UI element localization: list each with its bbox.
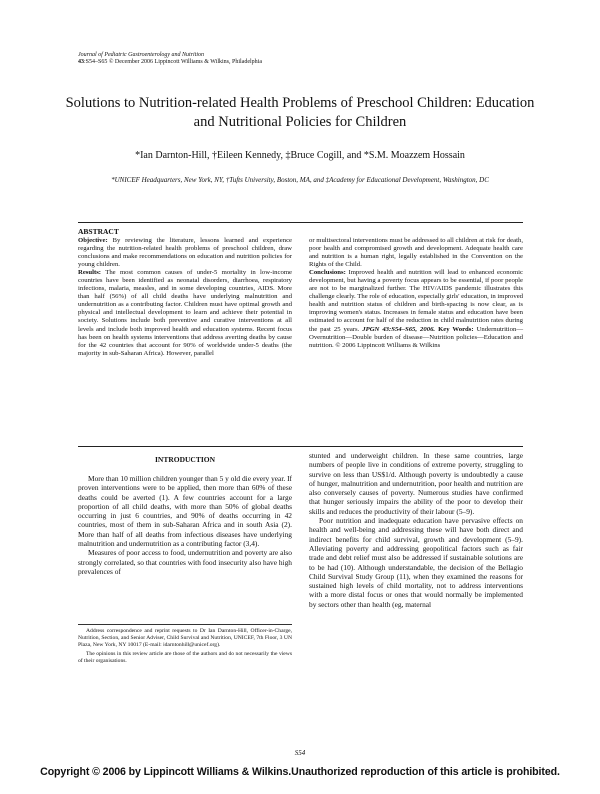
results-text: The most common causes of under-5 mortality in low-income countries have been identified as neonatal disorders, diarrhoea, respiratory infections, malaria, measles, and in some developing countries, AIDS. More than half (56%) of all child deaths have underlying malnutrition and undernutrition as a contributing factor. Children must have optimal growth and physical and intellectual development to learn and achieve their potential in society. Solutions include both preventive and curative interventions at all levels and include both improved health and education systems. Recent focus has been on health systems interventions that address averting deaths by cause for the 42 countries that account for 90% of worldwide under-5 deaths (the majority in sub-Saharan Africa). However, parallel	[78, 269, 292, 357]
footnote-correspondence: Address correspondence and reprint requests to Dr Ian Darnton-Hill, Officer-in-Charge, Nutrition, Section, and Senior Adviser, Child Survival and Nutrition, UNICEF, 7th Floor, 3 UN Plaza, New York, NY 10017 (E-mail: idarntonhill@unicef.org).	[78, 628, 292, 648]
abstract-right-column	[309, 237, 523, 350]
copyright-notice: Copyright © 2006 by Lippincott Williams & Wilkins.Unauthorized reproduction of this article is prohibited.	[40, 766, 560, 778]
objective-label: Objective:	[78, 237, 108, 244]
objective-text: By reviewing the literature, lessons learned and experience regarding the nutrition-related health problems of preschool children, draw conclusions and make recommendations on education and nutrition policies for young children.	[78, 237, 293, 269]
affiliations: *UNICEF Headquarters, New York, NY, †Tufts University, Boston, MA, and ‡Academy for Educational Development, Washington, DC	[111, 176, 489, 184]
author-list: *Ian Darnton-Hill, †Eileen Kennedy, ‡Bruce Cogill, and *S.M. Moazzem Hossain	[135, 150, 465, 161]
journal-name: Journal of Pediatric Gastroenterology and Nutrition	[78, 52, 205, 58]
volume-number: 43	[78, 59, 84, 66]
intro-paragraph-2: Measures of poor access to food, undernutrition and poverty are also strongly correlated, so that countries with food insecurity also have high prevalences of	[78, 548, 292, 576]
footnote-rule	[78, 624, 292, 625]
intro-paragraph-1: More than 10 million children younger than 5 y old die every year. If proven interventions were to be applied, then more than 60% of these deaths could be averted (1). A few countries account for a large proportion of all child deaths, with more than 50% of global deaths occurring in just 6 countries, and 90% of deaths occurring in 42 countries, most of them in sub-Saharan Africa and in south Asia (2). More than half of all deaths from infectious diseases have underlying malnutrition and undernutrition as a contributing factor (3,4).	[78, 474, 293, 549]
article-title: Solutions to Nutrition-related Health Problems of Preschool Children: Education and Nutritional Policies for Children	[65, 95, 535, 130]
abstract-results	[78, 269, 292, 358]
keywords-text: Undernutrition—Overnutrition—Double burden of disease—Nutrition policies—Education and nutrition. © 2006 Lippincott Williams & Wilkins	[309, 325, 524, 349]
footnotes	[78, 628, 292, 667]
pages-date: :S54–S65 © December 2006 Lippincott Williams & Wilkins, Philadelphia	[84, 59, 263, 66]
footnote-disclaimer: The opinions in this review article are those of the authors and do not necessarily the views of their organisations.	[78, 651, 292, 664]
journal-volume-line	[78, 59, 378, 66]
body-left-column	[78, 474, 292, 576]
abstract-bottom-rule	[78, 446, 523, 447]
abstract-top-rule	[78, 222, 523, 223]
introduction-heading: INTRODUCTION	[154, 455, 215, 464]
abstract-objective	[78, 237, 292, 269]
intro-paragraph-4: Poor nutrition and inadequate education have pervasive effects on health and well-being and addressing these will have both direct and indirect benefits for child survival, growth and development (5–9). Alleviating poverty and addressing geopolitical factors such as fair trade and debt relief must also be addressed if sustainable solutions are to be had (10). Although understandable, the decision of the Bellagio Child Survival Study Group (11), when they examined the reasons for sustained high levels of child mortality, not to address interventions with a more distal focus or ones that would normally be implemented by sectors other than health (eg, maternal	[309, 516, 523, 609]
intro-paragraph-3: stunted and underweight children. In these same countries, large numbers of people live in conditions of extreme poverty, struggling to survive on less than US$1/d. Although poverty is undoubtedly a cause of hunger, malnutrition and undernutrition, poor health and nutrition are also conversely causes of poverty. Numerous studies have confirmed that hunger seriously impairs the ability of the poor to develop their skills and reduces the productivity of their labour (5–9).	[309, 451, 523, 516]
conclusions-text: Improved health and nutrition will lead to enhanced economic development, but having a poverty focus appears to be essential, if poor people are not to be marginalized further. The HIV/AIDS pandemic illustrates this challenge clearly. The role of education, especially girls' education, in improved health and nutrition status of children and birth-spacing is now clear, as is improving women's status. Increases in female status and education have been estimated to account for half of the reduction in child malnutrition rates during the past 25 years.	[309, 269, 524, 333]
keywords-label: Key Words:	[438, 325, 474, 333]
abstract-left-column	[78, 237, 292, 358]
abstract-conclusions	[309, 269, 523, 349]
journal-header	[78, 52, 378, 66]
citation: JPGN 43:S54–S65, 2006.	[362, 325, 436, 333]
abstract-heading: ABSTRACT	[78, 227, 119, 236]
body-right-column	[309, 451, 523, 609]
conclusions-label: Conclusions:	[309, 269, 346, 277]
results-continued: or multisectoral interventions must be addressed to all children at risk for death, poor health and compromised growth and development. Adequate health care and nutrition is a human right, legally established in the Convention on the Rights of the Child.	[309, 237, 523, 269]
results-label: Results:	[78, 269, 102, 277]
page-number: S54	[294, 749, 306, 757]
